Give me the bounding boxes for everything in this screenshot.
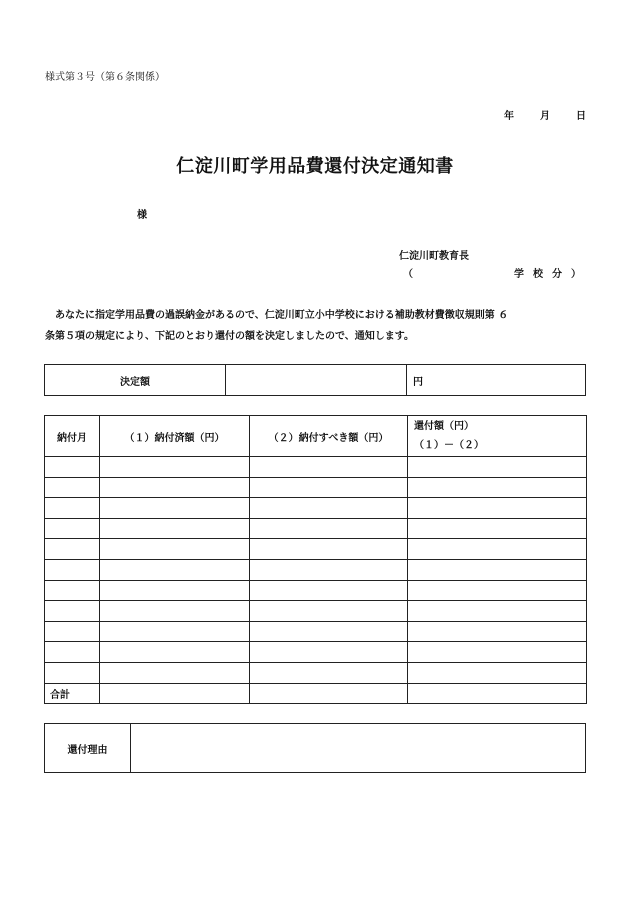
payment-cell-month xyxy=(45,662,100,683)
payment-cell-paid xyxy=(100,601,250,622)
payment-cell-refund xyxy=(408,518,587,539)
payment-row xyxy=(45,601,587,622)
close-paren: ） xyxy=(571,269,581,280)
payment-cell-month xyxy=(45,559,100,580)
date-day-label: 日 xyxy=(576,111,586,122)
payment-cell-month xyxy=(45,457,100,478)
payment-cell-due xyxy=(250,477,408,498)
header-month: 納付月 xyxy=(45,416,100,457)
payment-cell-paid xyxy=(100,498,250,519)
payments-table xyxy=(44,415,587,704)
decision-table xyxy=(44,364,586,396)
payment-cell-paid xyxy=(100,518,250,539)
payment-cell-refund xyxy=(408,642,587,663)
form-number: 様式第３号（第６条関係） xyxy=(45,72,165,83)
payment-row xyxy=(45,457,587,478)
reason-value xyxy=(131,724,586,773)
payment-cell-due xyxy=(250,498,408,519)
payment-row xyxy=(45,580,587,601)
payment-cell-due xyxy=(250,539,408,560)
total-due xyxy=(250,683,408,704)
decision-amount xyxy=(226,365,407,396)
payment-cell-paid xyxy=(100,477,250,498)
payments-header-row xyxy=(45,416,587,457)
payment-cell-paid xyxy=(100,621,250,642)
date-year-label: 年 xyxy=(504,111,514,122)
payment-cell-due xyxy=(250,662,408,683)
payment-cell-refund xyxy=(408,601,587,622)
payment-row xyxy=(45,662,587,683)
payment-cell-paid xyxy=(100,457,250,478)
payment-cell-month xyxy=(45,539,100,560)
payment-cell-paid xyxy=(100,580,250,601)
payment-row xyxy=(45,477,587,498)
total-label: 合計 xyxy=(45,683,100,704)
total-paid xyxy=(100,683,250,704)
payment-cell-refund xyxy=(408,457,587,478)
payment-cell-refund xyxy=(408,477,587,498)
school-note: 学校分 xyxy=(514,269,571,280)
document-title: 仁淀川町学用品費還付決定通知書 xyxy=(176,156,454,177)
payment-cell-month xyxy=(45,621,100,642)
payment-cell-paid xyxy=(100,642,250,663)
payment-cell-refund xyxy=(408,559,587,580)
payment-rows xyxy=(45,457,587,684)
issuer-name: 仁淀川町教育長 xyxy=(399,251,469,262)
payment-cell-paid xyxy=(100,539,250,560)
issuer-school-note xyxy=(403,265,581,280)
header-refund-line1: 還付額（円） xyxy=(414,421,474,432)
payment-cell-month xyxy=(45,518,100,539)
payment-cell-refund xyxy=(408,539,587,560)
notice-body xyxy=(45,305,590,347)
recipient-suffix: 様 xyxy=(137,210,147,221)
payment-row xyxy=(45,518,587,539)
payment-cell-paid xyxy=(100,559,250,580)
notice-line-2: 条第５項の規定により、下記のとおり還付の額を決定しましたので、通知します。 xyxy=(45,331,414,342)
payment-cell-due xyxy=(250,642,408,663)
decision-label: 決定額 xyxy=(45,365,226,396)
payment-cell-due xyxy=(250,621,408,642)
payment-cell-refund xyxy=(408,662,587,683)
header-refund-line2: （１）－（２） xyxy=(414,440,484,451)
payment-row xyxy=(45,621,587,642)
header-paid: （１）納付済額（円） xyxy=(100,416,250,457)
payment-row xyxy=(45,642,587,663)
header-due: （２）納付すべき額（円） xyxy=(250,416,408,457)
total-row xyxy=(45,683,587,704)
payment-row xyxy=(45,498,587,519)
payment-cell-month xyxy=(45,580,100,601)
notice-line-1: あなたに指定学用品費の過誤納金があるので、仁淀川町立小中学校における補助教材費徴収規則第 ６ xyxy=(55,310,509,321)
payment-cell-paid xyxy=(100,662,250,683)
payment-cell-due xyxy=(250,457,408,478)
reason-label: 還付理由 xyxy=(45,724,131,773)
payment-cell-month xyxy=(45,642,100,663)
payment-cell-month xyxy=(45,601,100,622)
payment-cell-refund xyxy=(408,580,587,601)
reason-table xyxy=(44,723,586,773)
payment-cell-month xyxy=(45,498,100,519)
header-refund xyxy=(408,416,587,457)
payment-cell-due xyxy=(250,601,408,622)
date-month-label: 月 xyxy=(540,111,550,122)
decision-unit: 円 xyxy=(407,365,586,396)
open-paren: （ xyxy=(403,269,413,280)
payment-row xyxy=(45,539,587,560)
payment-cell-due xyxy=(250,518,408,539)
payment-cell-due xyxy=(250,559,408,580)
payment-cell-refund xyxy=(408,498,587,519)
total-refund xyxy=(408,683,587,704)
payment-cell-refund xyxy=(408,621,587,642)
payment-cell-month xyxy=(45,477,100,498)
payment-cell-due xyxy=(250,580,408,601)
date-fields xyxy=(504,107,586,122)
payment-row xyxy=(45,559,587,580)
